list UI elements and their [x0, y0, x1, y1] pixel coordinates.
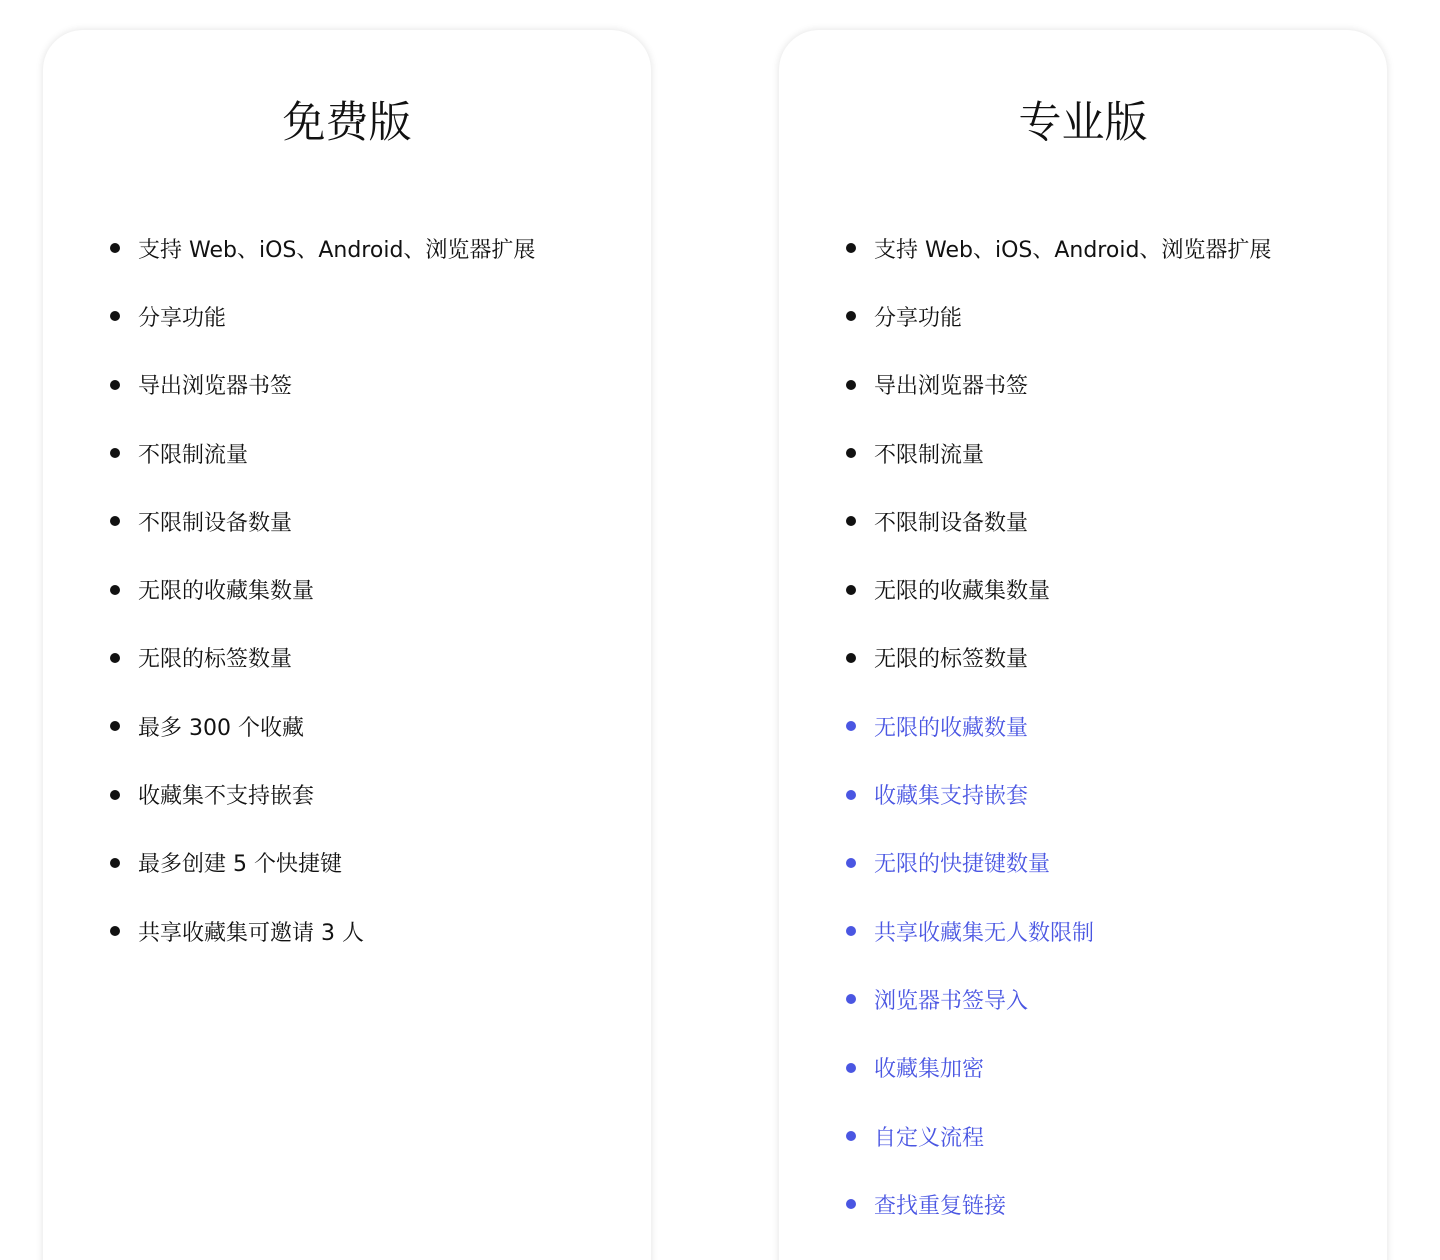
feature-label: 最多创建 5 个快捷键 — [138, 852, 342, 878]
bullet-icon — [110, 380, 120, 390]
feature-item — [43, 692, 651, 760]
feature-item — [43, 555, 651, 623]
feature-label: 分享功能 — [874, 305, 963, 331]
feature-item — [779, 419, 1387, 487]
feature-label: 分享功能 — [138, 305, 227, 331]
feature-label: 不限制流量 — [874, 442, 985, 468]
bullet-icon — [846, 790, 856, 800]
feature-item — [779, 214, 1387, 282]
feature-item — [779, 760, 1387, 828]
feature-item — [43, 214, 651, 282]
bullet-icon — [846, 516, 856, 526]
bullet-icon — [846, 858, 856, 868]
feature-label: 共享收藏集可邀请 3 人 — [138, 920, 364, 946]
feature-item — [779, 555, 1387, 623]
bullet-icon — [846, 1131, 856, 1141]
bullet-icon — [846, 1063, 856, 1073]
bullet-icon — [110, 585, 120, 595]
feature-label: 导出浏览器书签 — [874, 374, 1029, 400]
feature-item — [779, 692, 1387, 760]
feature-item — [779, 1034, 1387, 1102]
feature-item — [779, 897, 1387, 965]
feature-label: 不限制设备数量 — [138, 510, 293, 536]
feature-label: 无限的快捷键数量 — [874, 852, 1051, 878]
bullet-icon — [110, 858, 120, 868]
bullet-icon — [846, 380, 856, 390]
feature-item — [43, 829, 651, 897]
feature-item — [779, 487, 1387, 555]
bullet-icon — [110, 926, 120, 936]
feature-label: 支持 Web、iOS、Android、浏览器扩展 — [138, 237, 536, 263]
feature-label: 自定义流程 — [874, 1125, 985, 1151]
bullet-icon — [846, 585, 856, 595]
feature-item — [43, 419, 651, 487]
feature-item — [779, 965, 1387, 1033]
feature-label: 无限的收藏集数量 — [874, 579, 1051, 605]
free-plan-feature-list — [43, 214, 651, 965]
feature-item — [779, 624, 1387, 692]
feature-label: 不限制流量 — [138, 442, 249, 468]
bullet-icon — [846, 243, 856, 253]
feature-label: 最多 300 个收藏 — [138, 715, 304, 741]
feature-label: 浏览器书签导入 — [874, 988, 1029, 1014]
feature-label: 共享收藏集无人数限制 — [874, 920, 1095, 946]
feature-label: 收藏集加密 — [874, 1057, 985, 1083]
bullet-icon — [846, 653, 856, 663]
bullet-icon — [846, 721, 856, 731]
feature-label: 收藏集不支持嵌套 — [138, 784, 315, 810]
bullet-icon — [110, 721, 120, 731]
bullet-icon — [846, 311, 856, 321]
feature-item — [43, 487, 651, 555]
pro-plan-feature-list — [779, 214, 1387, 1238]
feature-label: 查找重复链接 — [874, 1193, 1007, 1219]
feature-label: 收藏集支持嵌套 — [874, 784, 1029, 810]
feature-label: 不限制设备数量 — [874, 510, 1029, 536]
feature-item — [43, 351, 651, 419]
feature-label: 无限的标签数量 — [874, 647, 1029, 673]
bullet-icon — [846, 926, 856, 936]
feature-label: 无限的标签数量 — [138, 647, 293, 673]
feature-item — [43, 282, 651, 350]
feature-item — [779, 829, 1387, 897]
bullet-icon — [846, 448, 856, 458]
feature-item — [779, 1102, 1387, 1170]
bullet-icon — [110, 516, 120, 526]
free-plan-card — [43, 30, 651, 1260]
bullet-icon — [110, 790, 120, 800]
bullet-icon — [846, 994, 856, 1004]
feature-label: 无限的收藏集数量 — [138, 579, 315, 605]
bullet-icon — [110, 653, 120, 663]
bullet-icon — [110, 243, 120, 253]
feature-item — [779, 1170, 1387, 1238]
feature-item — [779, 282, 1387, 350]
bullet-icon — [110, 448, 120, 458]
pro-plan-card — [779, 30, 1387, 1260]
feature-label: 支持 Web、iOS、Android、浏览器扩展 — [874, 237, 1272, 263]
feature-item — [43, 897, 651, 965]
feature-item — [779, 351, 1387, 419]
feature-item — [43, 624, 651, 692]
feature-label: 导出浏览器书签 — [138, 374, 293, 400]
feature-label: 无限的收藏数量 — [874, 715, 1029, 741]
free-plan-title: 免费版 — [282, 98, 412, 148]
bullet-icon — [846, 1199, 856, 1209]
feature-item — [43, 760, 651, 828]
bullet-icon — [110, 311, 120, 321]
pro-plan-title: 专业版 — [1018, 98, 1148, 148]
